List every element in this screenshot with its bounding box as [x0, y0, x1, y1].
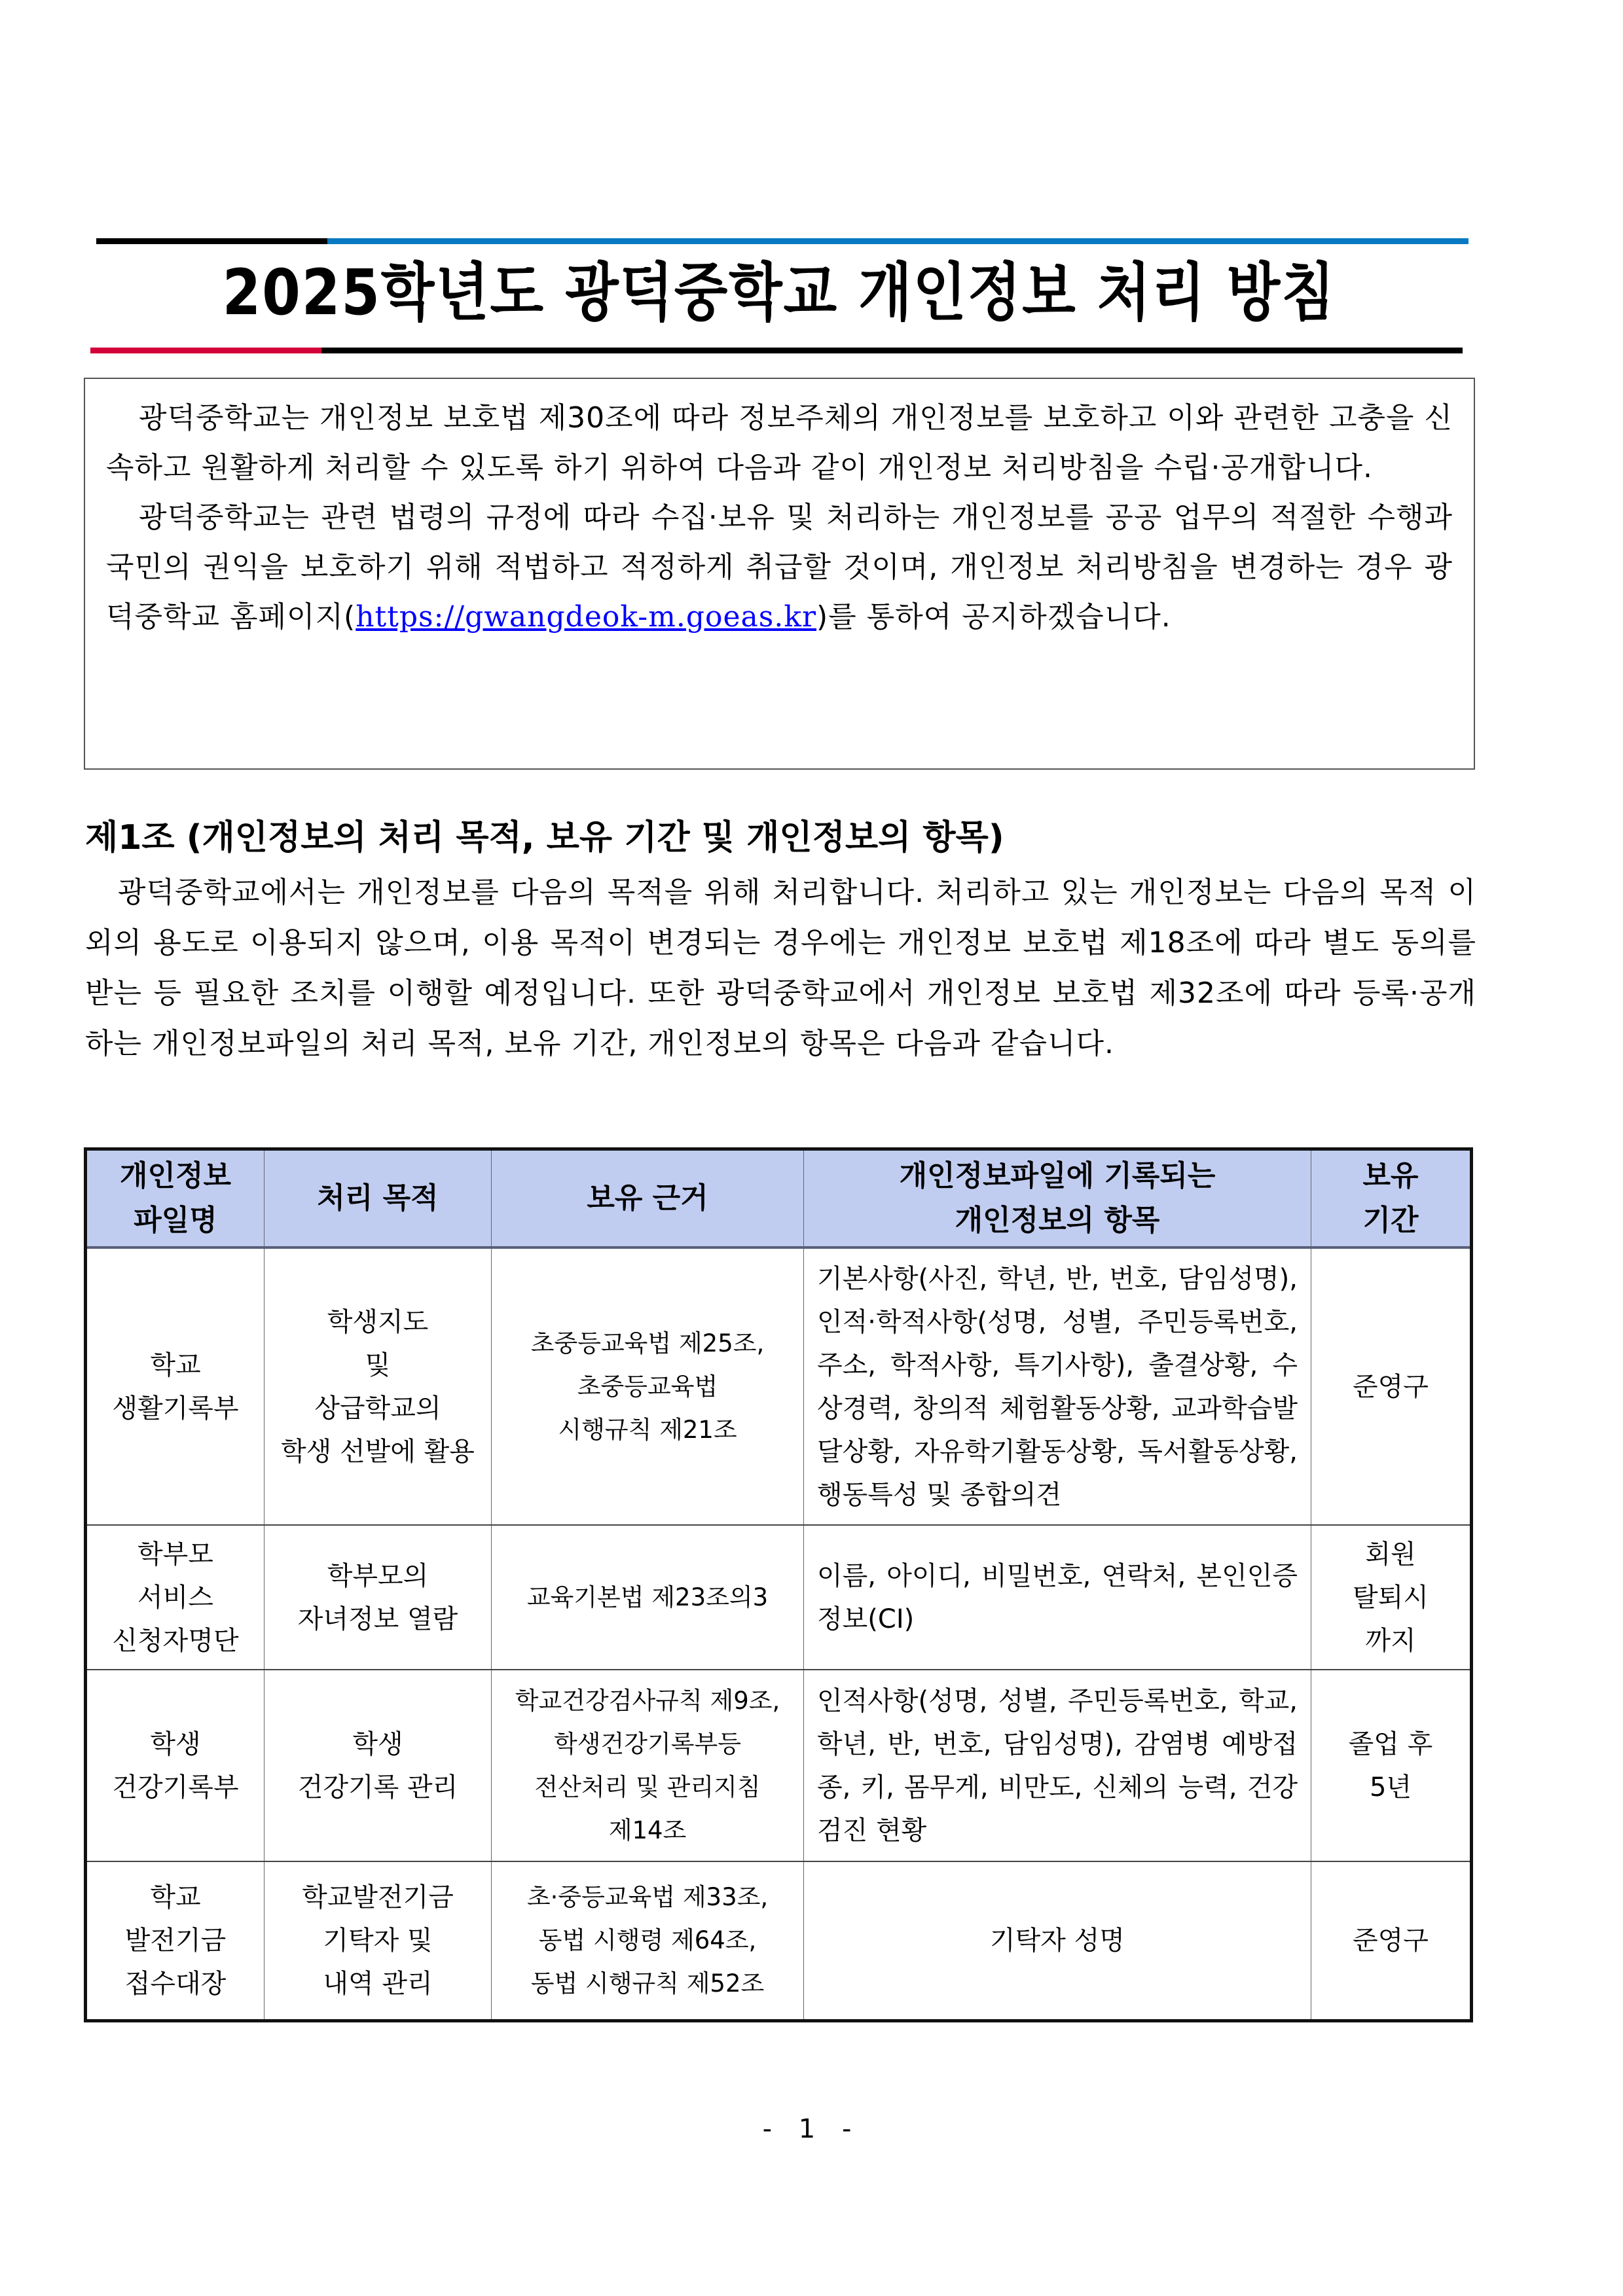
personal-info-file-table [84, 1147, 1473, 2022]
cell-text: 기탁자 및 [323, 1925, 433, 1956]
cell-text: 전산처리 및 관리지침 [534, 1772, 761, 1801]
cell-text: 학생 [352, 1729, 403, 1759]
article-1-heading: 제1조 (개인정보의 처리 목적, 보유 기간 및 개인정보의 항목) [85, 818, 1004, 857]
article-1-body: 광덕중학교에서는 개인정보를 다음의 목적을 위해 처리합니다. 처리하고 있는 개인정보는 다음의 목적 이외의 용도로 이용되지 않으며, 이용 목적이 변경되는 경우에는 개인정보 보호법 제18조에 따라 별도 동의를 받는 등 필요한 조치를 이행할 예정입니다. 또한 광덕중학교에서 개인정보 보호법 제32조에 따라 등록·공개하는 개인정보파일의 처리 목적, 보유 기간, 개인정보의 항목은 다음과 같습니다. [85, 876, 1476, 1060]
cell-file-name [86, 1670, 264, 1861]
cell-text: 학부모 [137, 1539, 213, 1570]
cell-text: 학교 [150, 1350, 201, 1380]
table-row [86, 1670, 1472, 1861]
cell-text: 학생건강기록부등 [554, 1729, 741, 1758]
title-bottom-rule-red [90, 348, 321, 353]
cell-text: 제14조 [608, 1816, 687, 1844]
header-retention [1311, 1149, 1472, 1248]
cell-items: 인적사항(성명, 성별, 주민등록번호, 학교, 학년, 반, 번호, 담임성명), 감염병 예방접종, 키, 몸무게, 비만도, 신체의 능력, 건강검진 현황 [804, 1670, 1311, 1861]
header-basis [492, 1149, 804, 1248]
cell-text: 학생지도 [327, 1306, 429, 1337]
cell-text: 5년 [1369, 1772, 1412, 1803]
header-text: 파일명 [134, 1204, 217, 1237]
cell-retention [1311, 1861, 1472, 2020]
homepage-link[interactable]: https://gwangdeok-m.goeas.kr [356, 600, 817, 634]
cell-basis [492, 1247, 804, 1525]
cell-text: 탈퇴시 [1353, 1582, 1429, 1613]
table-row [86, 1525, 1472, 1670]
header-text: 처리 목적 [317, 1181, 439, 1215]
cell-file-name [86, 1861, 264, 2020]
header-text: 개인정보의 항목 [955, 1204, 1160, 1237]
personal-info-file-table-wrapper [84, 1147, 1473, 2022]
cell-text: 학교건강검사규칙 제9조, [515, 1686, 780, 1715]
intro-paragraph-1: 광덕중학교는 개인정보 보호법 제30조에 따라 정보주체의 개인정보를 보호하고 이와 관련한 고충을 신속하고 원활하게 처리할 수 있도록 하기 위하여 다음과 같이 개인정보 처리방침을 수립·공개합니다. [106, 401, 1453, 484]
cell-basis [492, 1861, 804, 2020]
cell-text: 시행규칙 제21조 [558, 1415, 737, 1444]
cell-items: 기본사항(사진, 학년, 반, 번호, 담임성명), 인적·학적사항(성명, 성별, 주민등록번호, 주소, 학적사항, 특기사항), 출결상황, 수상경력, 창의적 체험활동상황, 교과학습발달상황, 자유학기활동상황, 독서활동상황, 행동특성 및 종합의견 [804, 1247, 1311, 1525]
cell-text: 서비스 [137, 1582, 213, 1613]
cell-text: 학생 선발에 활용 [281, 1436, 475, 1467]
cell-text: 준영구 [1353, 1925, 1429, 1956]
cell-text: 학교발전기금 [302, 1882, 454, 1912]
header-text: 보유 [1362, 1159, 1419, 1193]
cell-text: 교육기본법 제23조의3 [526, 1583, 769, 1611]
cell-text: 접수대장 [124, 1968, 227, 1999]
cell-basis [492, 1525, 804, 1670]
header-text: 보유 근거 [587, 1181, 708, 1215]
cell-file-name [86, 1247, 264, 1525]
cell-text: 까지 [1365, 1625, 1416, 1656]
cell-text: 건강기록 관리 [297, 1772, 458, 1803]
cell-items: 기탁자 성명 [804, 1861, 1311, 2020]
intro-paragraph-2-text: 광덕중학교는 관련 법령의 규정에 따라 수집·보유 및 처리하는 개인정보를 공공 업무의 적절한 수행과 국민의 권익을 보호하기 위해 적법하고 적정하게 취급할 것이며, 개인정보 처리방침을 변경하는 경우 광덕중학교 홈페이지( [106, 501, 1453, 634]
cell-text: 건강기록부 [112, 1772, 239, 1803]
table-row [86, 1247, 1472, 1525]
cell-file-name [86, 1525, 264, 1670]
header-items [804, 1149, 1311, 1248]
cell-text: 생활기록부 [112, 1393, 239, 1424]
cell-text: 동법 시행령 제64조, [538, 1926, 757, 1954]
cell-text: 회원 [1365, 1539, 1416, 1570]
header-text: 기간 [1362, 1204, 1419, 1237]
cell-purpose [264, 1861, 492, 2020]
cell-basis [492, 1670, 804, 1861]
header-purpose [264, 1149, 492, 1248]
cell-text: 신청자명단 [112, 1625, 239, 1656]
cell-purpose [264, 1247, 492, 1525]
intro-paragraph-2-tail: )를 통하여 공지하겠습니다. [816, 600, 1171, 634]
cell-retention [1311, 1525, 1472, 1670]
cell-text: 상급학교의 [314, 1393, 441, 1424]
intro-box [84, 378, 1475, 770]
intro-paragraph-2 [106, 493, 1453, 642]
cell-retention [1311, 1247, 1472, 1525]
cell-text: 초중등교육법 [577, 1372, 718, 1401]
cell-retention [1311, 1670, 1472, 1861]
cell-text: 졸업 후 [1348, 1729, 1433, 1759]
cell-purpose [264, 1670, 492, 1861]
cell-text: 초중등교육법 제25조, [530, 1329, 765, 1357]
cell-items: 이름, 아이디, 비밀번호, 연락처, 본인인증정보(CI) [804, 1525, 1311, 1670]
cell-text: 발전기금 [124, 1925, 227, 1956]
cell-text: 및 [365, 1350, 391, 1380]
title-bottom-rule [90, 348, 1463, 353]
cell-text: 학부모의 [327, 1560, 429, 1591]
title-bottom-rule-black [321, 348, 1463, 353]
table-header-row [86, 1149, 1472, 1248]
header-text: 개인정보 [119, 1159, 231, 1193]
cell-text: 초·중등교육법 제33조, [526, 1882, 769, 1911]
cell-purpose [264, 1525, 492, 1670]
header-file-name [86, 1149, 264, 1248]
cell-text: 자녀정보 열람 [297, 1604, 458, 1634]
cell-text: 준영구 [1353, 1371, 1429, 1402]
cell-text: 동법 시행규칙 제52조 [530, 1969, 765, 1998]
header-text: 개인정보파일에 기록되는 [899, 1159, 1216, 1193]
page-number: - 1 - [762, 2114, 861, 2144]
cell-text: 학생 [150, 1729, 201, 1759]
cell-text: 내역 관리 [323, 1968, 433, 1999]
cell-text: 학교 [150, 1882, 201, 1912]
table-row [86, 1861, 1472, 2020]
document-title: 2025학년도 광덕중학교 개인정보 처리 방침 [222, 256, 1336, 329]
title-top-rule-black [96, 238, 327, 244]
title-top-rule [96, 238, 1468, 244]
title-top-rule-blue [327, 238, 1468, 244]
